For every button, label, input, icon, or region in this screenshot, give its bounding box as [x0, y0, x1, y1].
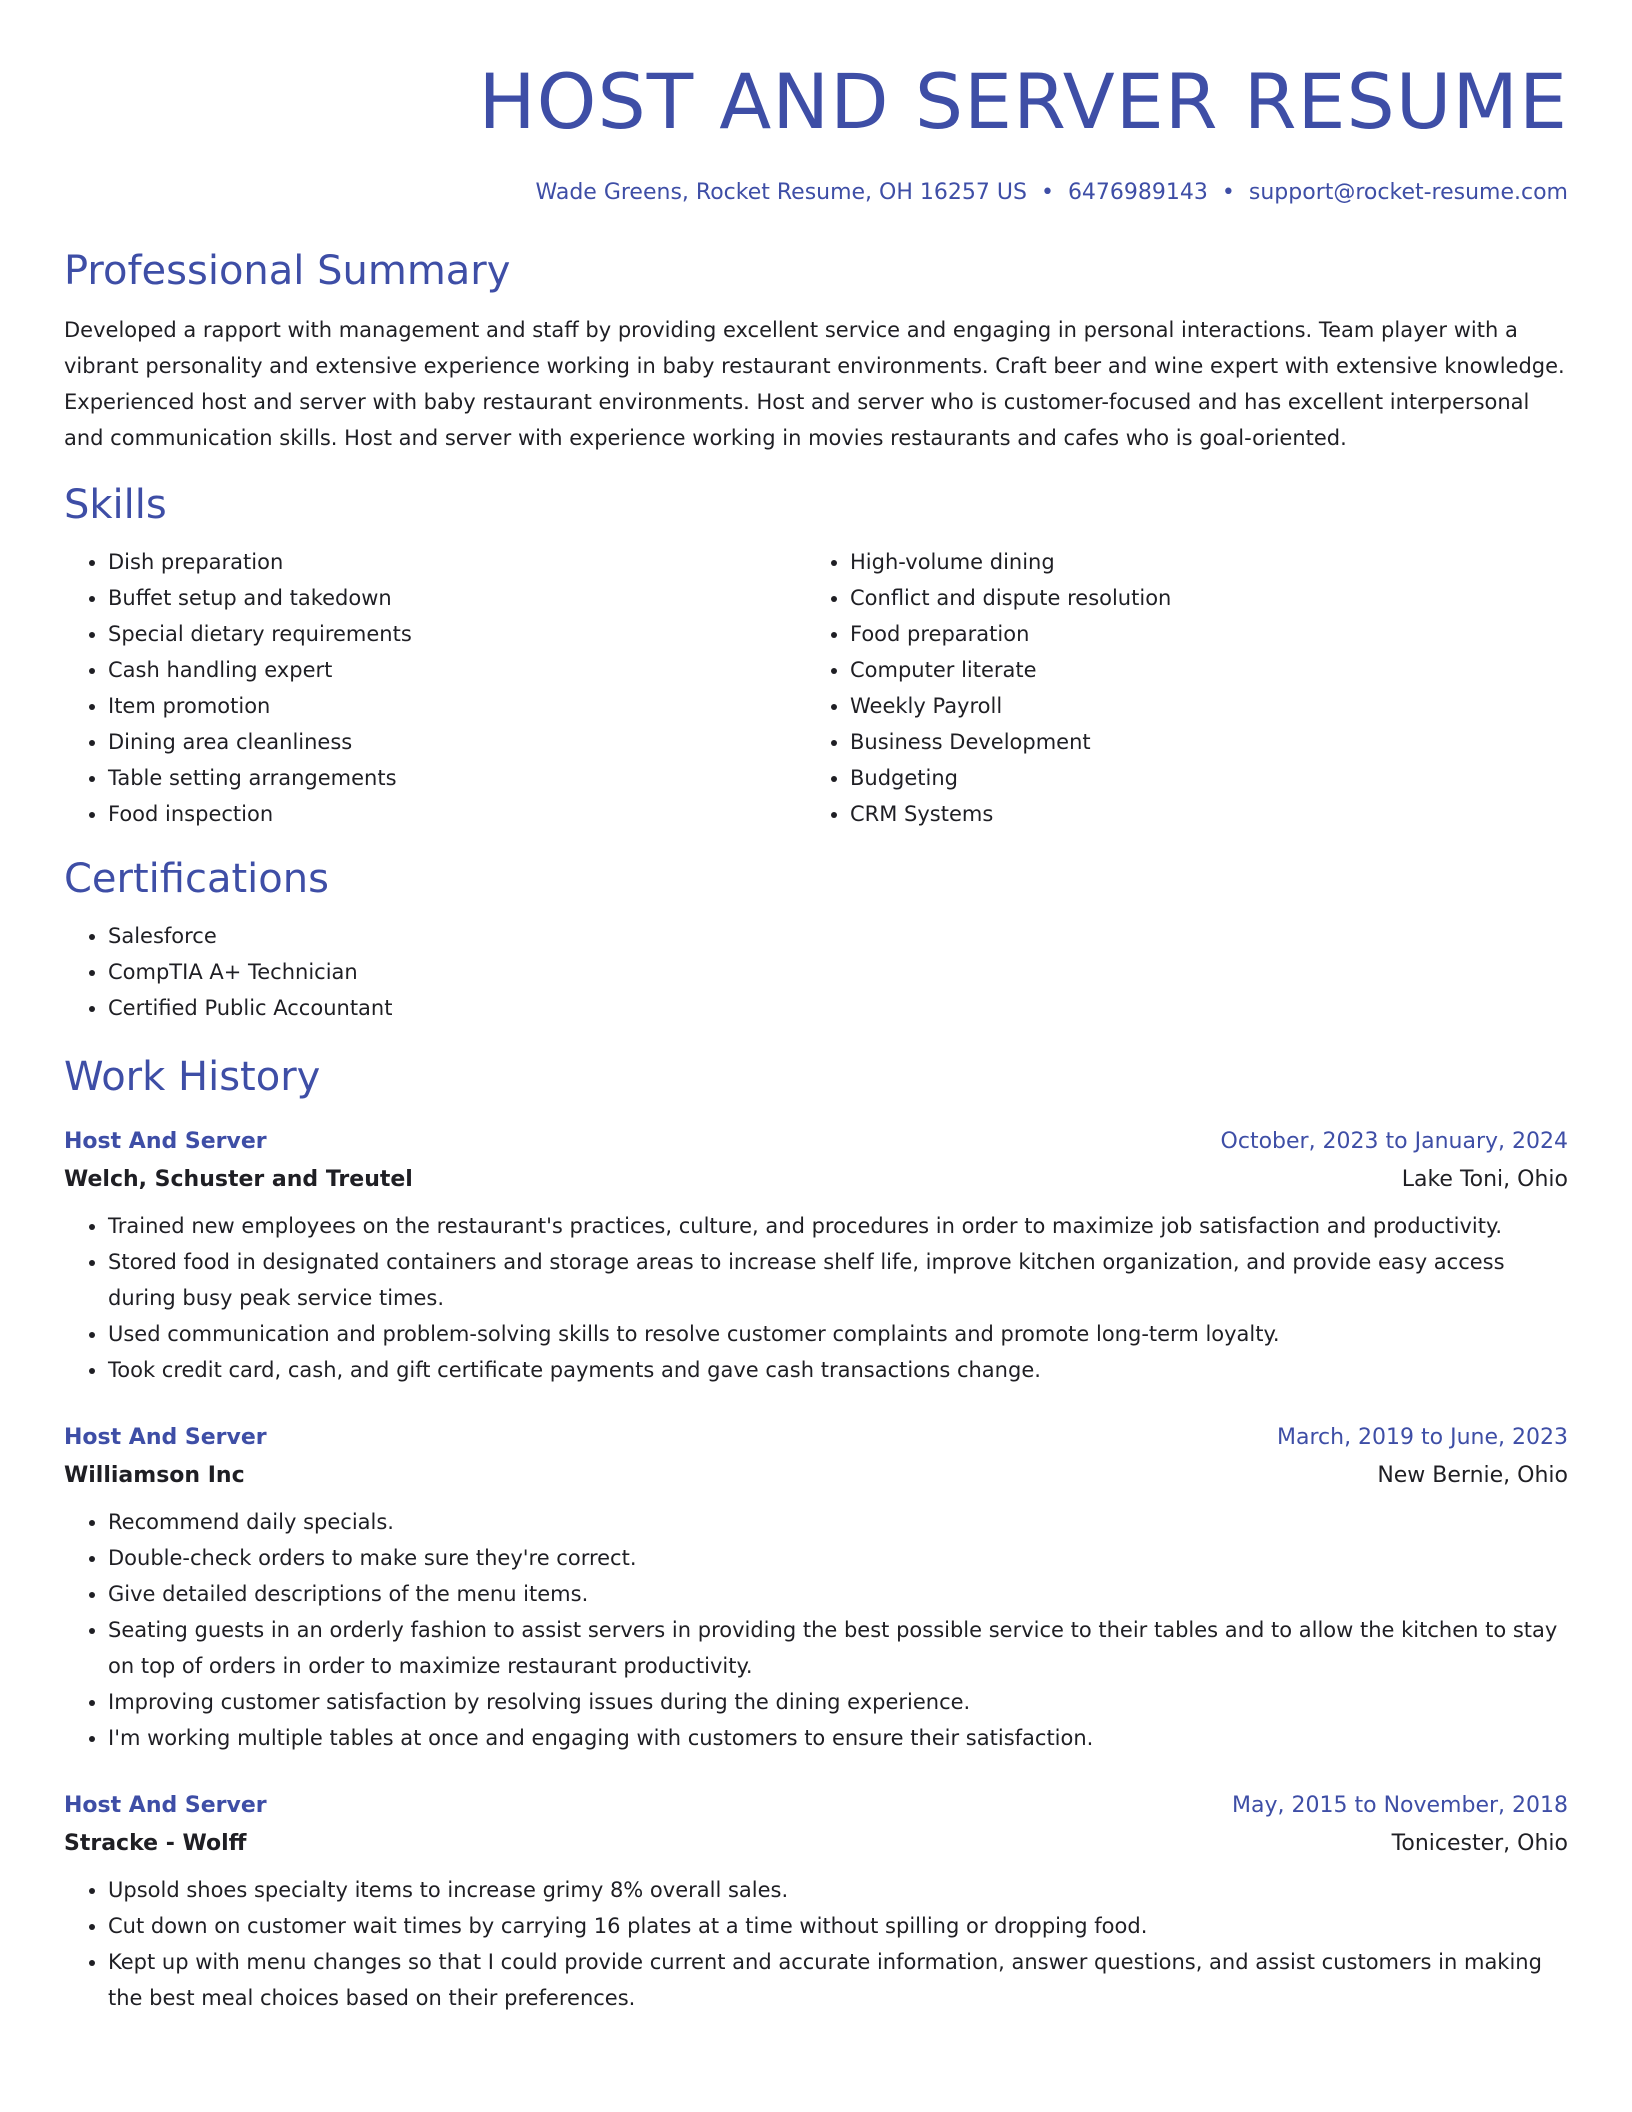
resume-title: HOST AND SERVER RESUME	[478, 57, 1568, 146]
job-location: Lake Toni, Ohio	[1401, 1167, 1568, 1192]
job-bullet: • Kept up with menu changes so that I could provide current and accurate information, answer questions, and assist customers in making the best meal choices based on their preferences.	[108, 1944, 1568, 2016]
job-bullet: • Used communication and problem-solving skills to resolve customer complaints and promote long-term loyalty.	[108, 1316, 1568, 1352]
job-bullet: • I'm working multiple tables at once and engaging with customers to ensure their satisfaction.	[108, 1720, 1568, 1756]
job-company: Williamson Inc	[64, 1463, 245, 1488]
job-header-row	[64, 1124, 1568, 1160]
job-dates: March, 2019 to June, 2023	[1277, 1425, 1568, 1450]
job-bullet: • Recommend daily specials.	[108, 1504, 1568, 1540]
skill-item: • Item promotion	[108, 688, 806, 724]
job-entry	[64, 1420, 1568, 1756]
job-company: Stracke - Wolff	[64, 1831, 247, 1856]
job-bullet: • Give detailed descriptions of the menu items.	[108, 1576, 1568, 1612]
contact-email: support@rocket-resume.com	[1248, 180, 1568, 205]
skills-heading: Skills	[64, 482, 167, 528]
skill-item: • Business Development	[850, 724, 1548, 760]
skills-right-list	[806, 544, 1548, 832]
skill-item: • CRM Systems	[850, 796, 1548, 832]
job-title: Host And Server	[64, 1425, 267, 1450]
job-title: Host And Server	[64, 1129, 267, 1154]
skill-item: • Budgeting	[850, 760, 1548, 796]
certification-item: • Certified Public Accountant	[108, 990, 1568, 1026]
summary-text: Developed a rapport with management and staff by providing excellent service and engaging in personal interactions. Team player with a vibrant personality and extensive experience working in baby restaurant environments. Craft beer and wine expert with extensive knowledge. Experienced host and server with baby restaurant environments. Host and server who is customer-focused and has excellent interpersonal and communication skills. Host and server with experience working in movies restaurants and cafes who is goal-oriented.	[64, 318, 1565, 450]
certification-item: • Salesforce	[108, 918, 1568, 954]
job-location: Tonicester, Ohio	[1391, 1831, 1568, 1856]
skill-item: • Food preparation	[850, 616, 1548, 652]
contact-line	[64, 178, 1568, 208]
job-header-row	[64, 1788, 1568, 1824]
summary-heading: Professional Summary	[64, 248, 511, 294]
job-company-row	[64, 1456, 1568, 1496]
contact-separator: •	[1040, 180, 1054, 205]
job-dates: May, 2015 to November, 2018	[1232, 1793, 1568, 1818]
job-title: Host And Server	[64, 1793, 267, 1818]
contact-address: Wade Greens, Rocket Resume, OH 16257 US	[535, 180, 1027, 205]
job-bullets	[64, 1208, 1568, 1388]
contact-phone: 6476989143	[1067, 180, 1208, 205]
job-company-row	[64, 1824, 1568, 1864]
job-bullet: • Improving customer satisfaction by resolving issues during the dining experience.	[108, 1684, 1568, 1720]
skills-grid	[64, 544, 1568, 832]
job-entry	[64, 1124, 1568, 1388]
certification-item: • CompTIA A+ Technician	[108, 954, 1568, 990]
skill-item: • Food inspection	[108, 796, 806, 832]
job-company-row	[64, 1160, 1568, 1200]
skill-item: • High-volume dining	[850, 544, 1548, 580]
work-history-heading: Work History	[64, 1054, 321, 1100]
skill-item: • Computer literate	[850, 652, 1548, 688]
skill-item: • Dining area cleanliness	[108, 724, 806, 760]
skill-item: • Conflict and dispute resolution	[850, 580, 1548, 616]
job-bullet: • Upsold shoes specialty items to increase grimy 8% overall sales.	[108, 1872, 1568, 1908]
job-bullet: • Double-check orders to make sure they're correct.	[108, 1540, 1568, 1576]
certifications-list	[64, 918, 1568, 1026]
job-company: Welch, Schuster and Treutel	[64, 1167, 413, 1192]
skill-item: • Table setting arrangements	[108, 760, 806, 796]
job-bullet: • Seating guests in an orderly fashion to assist servers in providing the best possible service to their tables and to allow the kitchen to stay on top of orders in order to maximize restaurant productivity.	[108, 1612, 1568, 1684]
job-location: New Bernie, Ohio	[1377, 1463, 1568, 1488]
job-bullets	[64, 1504, 1568, 1756]
skill-item: • Dish preparation	[108, 544, 806, 580]
skill-item: • Buffet setup and takedown	[108, 580, 806, 616]
skill-item: • Special dietary requirements	[108, 616, 806, 652]
job-bullet: • Cut down on customer wait times by carrying 16 plates at a time without spilling or dropping food.	[108, 1908, 1568, 1944]
certifications-heading: Certifications	[64, 856, 329, 902]
job-dates: October, 2023 to January, 2024	[1220, 1129, 1568, 1154]
job-bullet: • Took credit card, cash, and gift certificate payments and gave cash transactions change.	[108, 1352, 1568, 1388]
skill-item: • Cash handling expert	[108, 652, 806, 688]
job-bullet: • Stored food in designated containers and storage areas to increase shelf life, improve kitchen organization, and provide easy access during busy peak service times.	[108, 1244, 1568, 1316]
job-header-row	[64, 1420, 1568, 1456]
job-bullets	[64, 1872, 1568, 2016]
job-bullet: • Trained new employees on the restaurant's practices, culture, and procedures in order to maximize job satisfaction and productivity.	[108, 1208, 1568, 1244]
job-entry	[64, 1788, 1568, 2016]
skills-left-list	[64, 544, 806, 832]
contact-separator: •	[1221, 180, 1235, 205]
skill-item: • Weekly Payroll	[850, 688, 1548, 724]
